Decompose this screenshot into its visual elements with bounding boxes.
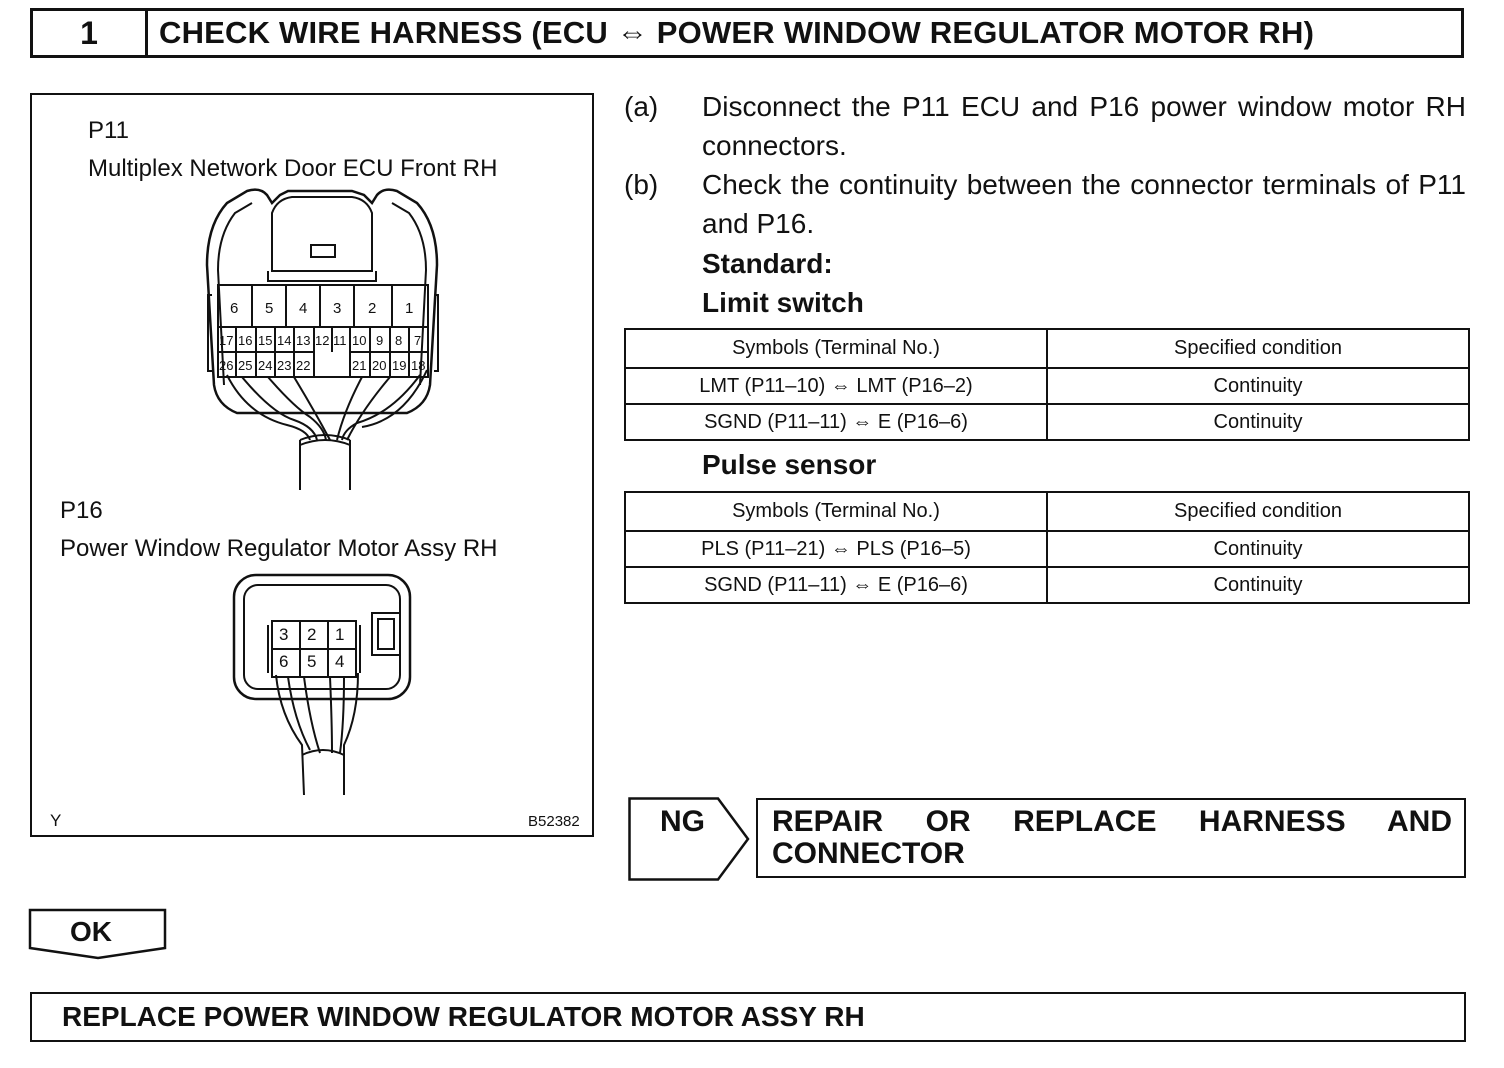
- p11-terminal: 18: [411, 358, 426, 373]
- limit-switch-table: [624, 328, 1470, 441]
- connector2-name: Power Window Regulator Motor Assy RH: [60, 535, 498, 562]
- p16-terminal: 3: [279, 625, 289, 644]
- table-header-cell: Specified condition: [1047, 329, 1469, 368]
- connector1-code: P11: [88, 117, 129, 144]
- p11-terminal: 24: [258, 358, 273, 373]
- table-header-row: [625, 492, 1469, 531]
- p11-terminal: 15: [258, 333, 273, 348]
- p11-terminal: 10: [352, 333, 367, 348]
- table-cell: Continuity: [1047, 567, 1469, 603]
- table-header-cell: Specified condition: [1047, 492, 1469, 531]
- connector1-name: Multiplex Network Door ECU Front RH: [88, 155, 498, 182]
- next-step-text: REPLACE POWER WINDOW REGULATOR MOTOR ASSY RH: [62, 1001, 865, 1032]
- step-b: [624, 165, 1466, 245]
- table-cell: SGND (P11–11) ⇔ E (P16–6): [625, 404, 1047, 440]
- step-title: CHECK WIRE HARNESS (ECU ⇔ POWER WINDOW REGULATOR MOTOR RH): [159, 15, 1315, 50]
- table2-title: Pulse sensor: [702, 449, 877, 480]
- table-row: [625, 567, 1469, 603]
- p11-terminal: 5: [265, 300, 274, 317]
- figure-id: B52382: [528, 813, 580, 830]
- step-a-label: (a): [624, 91, 659, 122]
- table-header-row: [625, 329, 1469, 368]
- step-a: [624, 87, 1466, 167]
- step-a-text: Disconnect the P11 ECU and P16 power window motor RH connectors.: [702, 91, 1466, 161]
- p16-terminal: 1: [335, 625, 345, 644]
- pulse-sensor-table: [624, 491, 1470, 604]
- step-b-text: Check the continuity between the connector terminals of P11 and P16.: [702, 169, 1466, 239]
- p16-terminal: 2: [307, 625, 317, 644]
- table-cell: Continuity: [1047, 531, 1469, 567]
- p11-terminal: 12: [315, 333, 330, 348]
- p11-terminal: 11: [333, 333, 347, 348]
- ok-label: OK: [70, 916, 112, 947]
- p11-terminal: 26: [219, 358, 234, 373]
- ng-action-text: REPAIR OR REPLACE HARNESS AND CONNECTOR: [772, 805, 1452, 870]
- table-cell: SGND (P11–11) ⇔ E (P16–6): [625, 567, 1047, 603]
- p11-terminal: 13: [296, 333, 311, 348]
- connector2-code: P16: [60, 497, 103, 524]
- table-cell: PLS (P11–21) ⇔ PLS (P16–5): [625, 531, 1047, 567]
- p16-terminal: 4: [335, 652, 345, 671]
- p11-terminal: 2: [368, 300, 377, 317]
- table1-title: Limit switch: [702, 287, 864, 318]
- p11-terminal: 22: [296, 358, 311, 373]
- p11-terminal: 23: [277, 358, 292, 373]
- p11-terminal: 8: [395, 333, 403, 348]
- table-row: [625, 531, 1469, 567]
- ng-action-box: [756, 798, 1466, 878]
- table-row: [625, 368, 1469, 404]
- standard-label: Standard:: [702, 248, 833, 279]
- p11-terminal: 7: [414, 333, 422, 348]
- table-row: [625, 404, 1469, 440]
- p11-terminal: 17: [219, 333, 234, 348]
- step-header: [30, 8, 1464, 58]
- step-number: 1: [33, 11, 148, 55]
- ok-arrow-box: [28, 908, 168, 960]
- step-b-label: (b): [624, 169, 659, 200]
- table-cell: Continuity: [1047, 368, 1469, 404]
- ng-label: NG: [660, 805, 705, 838]
- p11-terminal: 14: [277, 333, 292, 348]
- p11-terminal: 19: [392, 358, 407, 373]
- p11-terminal: 21: [352, 358, 367, 373]
- p11-terminal: 1: [405, 300, 414, 317]
- table-header-cell: Symbols (Terminal No.): [625, 329, 1047, 368]
- table-cell: Continuity: [1047, 404, 1469, 440]
- connector-drawing: [32, 95, 596, 839]
- p11-terminal: 4: [299, 300, 308, 317]
- p11-terminal: 16: [238, 333, 253, 348]
- p11-terminal: 25: [238, 358, 253, 373]
- table-cell: LMT (P11–10) ⇔ LMT (P16–2): [625, 368, 1047, 404]
- p11-terminal: 3: [333, 300, 342, 317]
- p11-terminal: 9: [376, 333, 384, 348]
- figure-corner-mark: Y: [50, 811, 62, 830]
- p11-terminal: 6: [230, 300, 239, 317]
- ng-arrow-box: [628, 797, 752, 881]
- p16-terminal: 5: [307, 652, 317, 671]
- p11-terminal: 20: [372, 358, 387, 373]
- p16-terminal: 6: [279, 652, 289, 671]
- connector-figure: [30, 93, 594, 837]
- table-header-cell: Symbols (Terminal No.): [625, 492, 1047, 531]
- next-step-box: [30, 992, 1466, 1042]
